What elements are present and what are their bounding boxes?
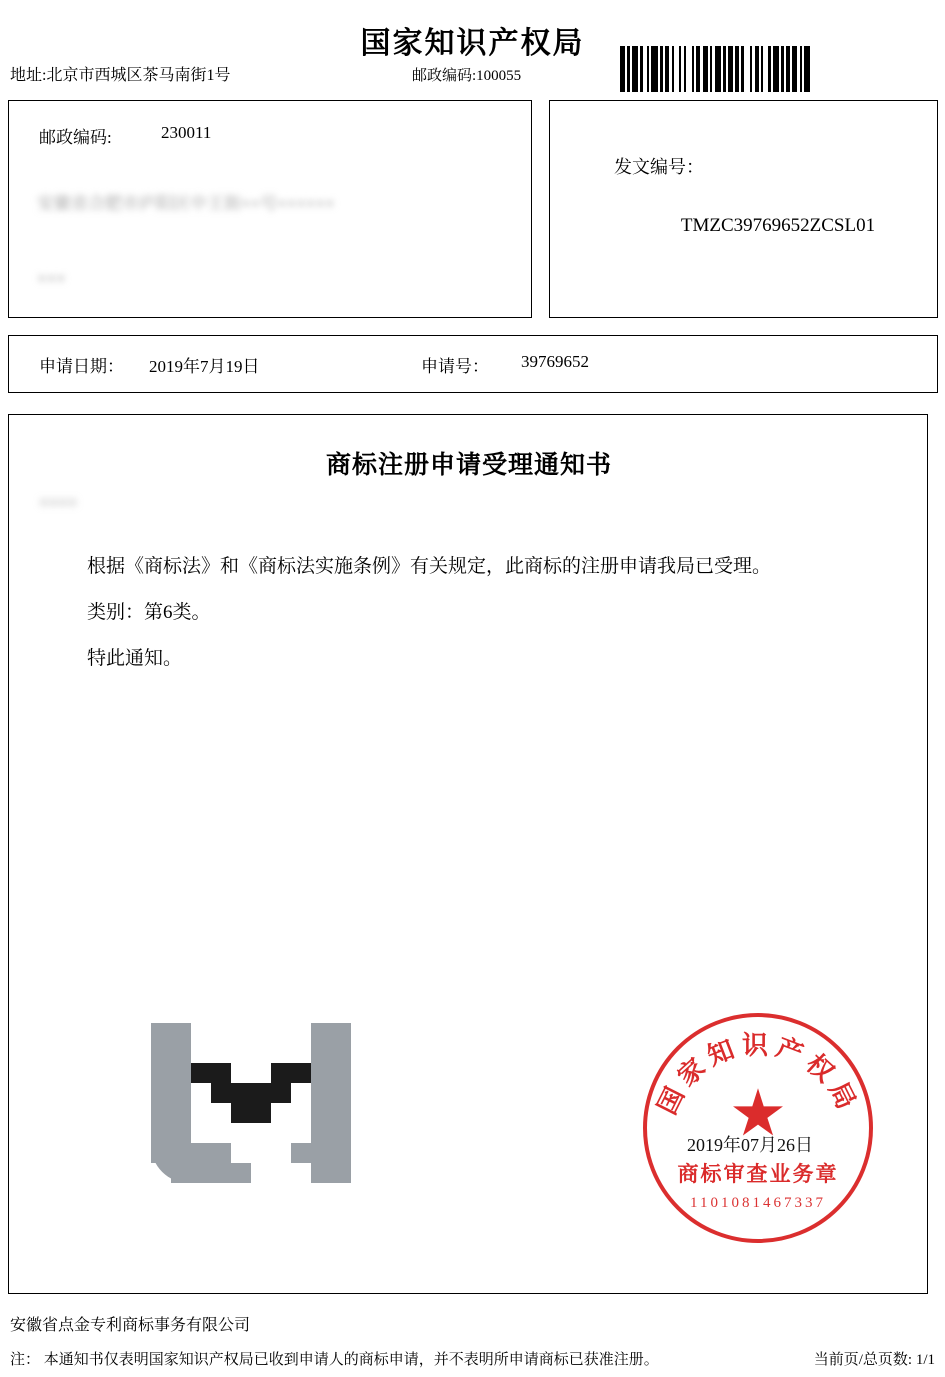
application-date-label: 申请日期： (39, 357, 124, 376)
footer-page-number: 当前页/总页数: 1/1 (813, 1352, 935, 1368)
postcode-value: 230011 (161, 123, 212, 142)
barcode-icon (620, 46, 938, 92)
notice-title: 商标注册申请受理通知书 (325, 450, 612, 479)
addressee-box (8, 100, 532, 318)
application-date-value: 2019年7月19日 (149, 357, 260, 376)
seal-subtitle: 商标审查业务章 (677, 1160, 839, 1186)
notice-paragraph-2: 类别：第6类。 (87, 602, 211, 623)
svg-text:国家知识产权局: 国家知识产权局 (652, 1031, 864, 1120)
document-number-value: TMZC39769652ZCSL01 (680, 215, 876, 236)
addressee-name-redacted: ××× (37, 269, 66, 288)
footer-organization: 安徽省点金专利商标事务有限公司 (10, 1317, 251, 1334)
recipient-redacted: ×××× (39, 493, 78, 512)
office-address: 地址:北京市西城区茶马南街1号 (10, 67, 231, 84)
addressee-address-redacted: 安徽省合肥市庐阳区中王街××号×××××× (37, 194, 335, 213)
notice-paragraph-1: 根据《商标法》和《商标法实施条例》有关规定，此商标的注册申请我局已受理。 (87, 556, 772, 577)
seal-number: 1101081467337 (690, 1194, 826, 1211)
seal-date: 2019年07月26日 (687, 1135, 813, 1155)
application-number-value: 39769652 (521, 352, 589, 371)
notice-body-box (8, 414, 928, 1294)
application-number-label: 申请号： (421, 357, 489, 376)
postcode-label: 邮政编码: (39, 128, 112, 147)
notice-paragraph-3: 特此通知。 (87, 648, 183, 669)
footer-note: 注： 本通知书仅表明国家知识产权局已收到申请人的商标申请，并不表明所申请商标已获准注册。 (10, 1352, 659, 1368)
document-number-box (549, 100, 938, 318)
page-title: 国家知识产权局 (360, 26, 585, 61)
application-row (8, 335, 938, 393)
office-postcode: 邮政编码:100055 (412, 68, 522, 84)
document-number-label: 发文编号： (614, 157, 704, 177)
official-seal (643, 1013, 873, 1243)
trademark-logo (131, 1023, 371, 1183)
